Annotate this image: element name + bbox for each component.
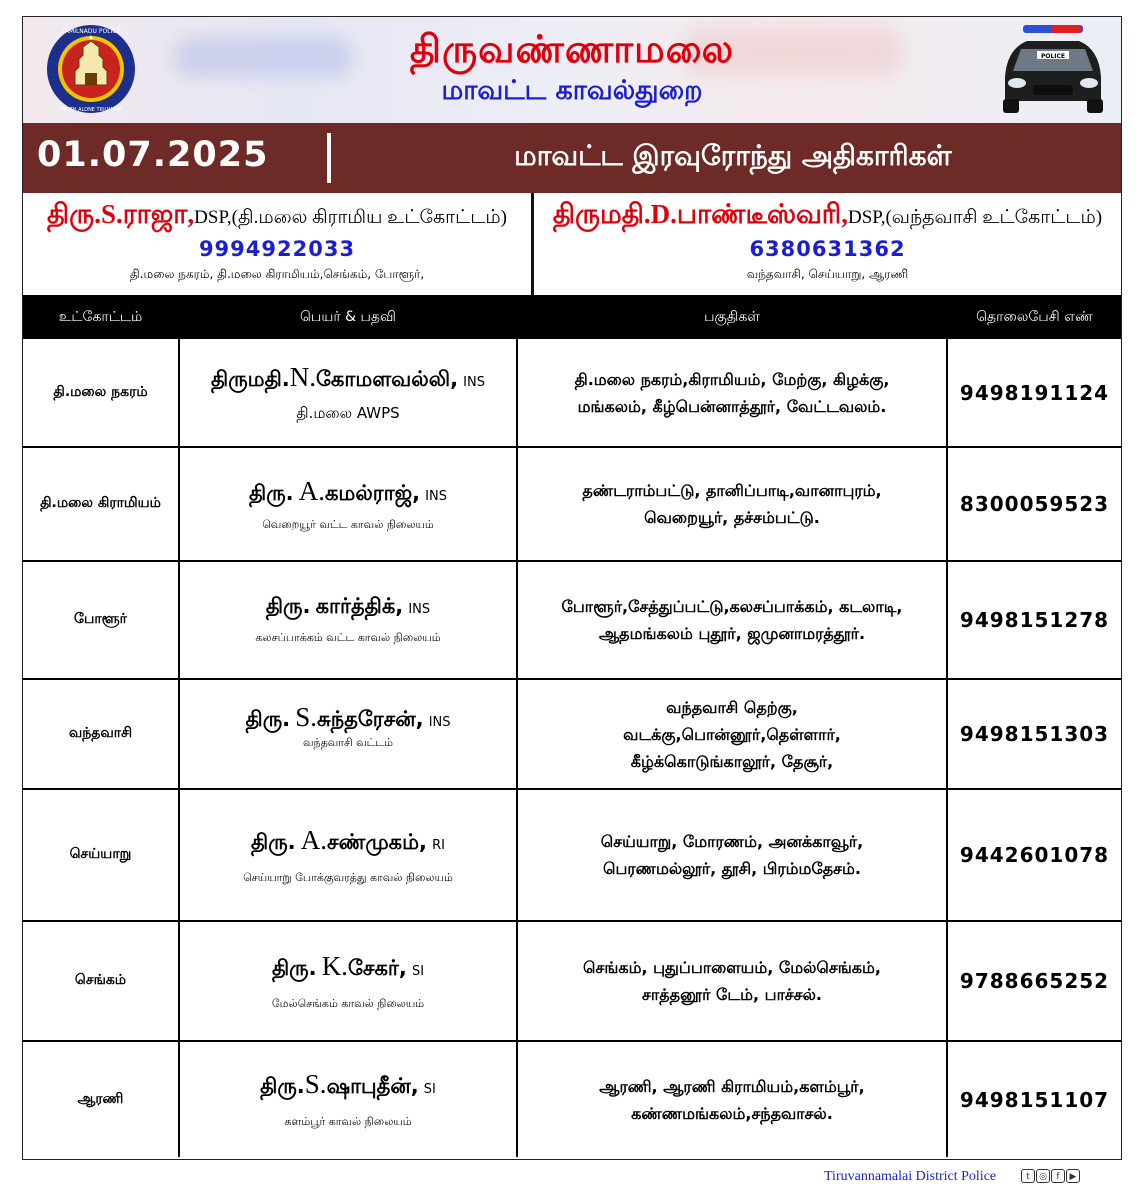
dsp-areas: வந்தவாசி, செய்யாறு, ஆரணி — [746, 267, 909, 281]
officer-cell — [180, 562, 516, 678]
officer-station: தி.மலை AWPS — [296, 404, 400, 422]
areas-cell: தண்டராம்பட்டு, தானிப்பாடி,வானாபுரம், வெறையூர், தச்சம்பட்டு. — [582, 481, 882, 527]
svg-text:TRUTH ALONE TRIUMPHS: TRUTH ALONE TRIUMPHS — [59, 107, 123, 113]
officer-name: திரு. A.கமல்ராஜ், INS — [249, 475, 447, 506]
svg-text:TAMILNADU POLICE: TAMILNADU POLICE — [61, 28, 121, 35]
officer-cell — [180, 790, 516, 920]
subdivision-cell: செங்கம் — [74, 972, 127, 988]
officer-table — [23, 339, 1121, 1157]
officer-name: திரு.S.ஷாபுதீன், SI — [260, 1069, 436, 1099]
areas-cell: தி.மலை நகரம்,கிராமியம், மேற்கு, கிழக்கு, மங்கலம், கீழ்பென்னாத்தூர், வேட்டவலம். — [574, 370, 890, 416]
youtube-icon[interactable]: ▶ — [1066, 1169, 1080, 1183]
officer-station: வெறையூர் வட்ட காவல் நிலையம் — [262, 517, 434, 531]
column-header-areas: பகுதிகள் — [704, 309, 760, 325]
table-row — [23, 562, 1121, 678]
officer-name: திருமதி.N.கோமளவல்லி, INS — [211, 362, 485, 392]
banner-heading: மாவட்ட இரவுரோந்து அதிகாரிகள் — [514, 139, 952, 172]
officer-station: வந்தவாசி வட்டம் — [302, 736, 394, 749]
footer-credit: Tiruvannamalai District Police — [824, 1169, 997, 1184]
dsp-card-1 — [23, 197, 531, 297]
dsp-phone: 6380631362 — [749, 237, 906, 261]
table-row — [23, 680, 1121, 788]
phone-cell: 9788665252 — [959, 969, 1110, 993]
dsp-card-2 — [534, 197, 1121, 297]
subdivision-cell: தி.மலை நகரம் — [53, 384, 148, 400]
district-title: திருவண்ணாமலை — [409, 27, 735, 71]
subdivision-cell: செய்யாறு — [69, 846, 132, 862]
officer-cell — [180, 339, 516, 447]
svg-text:POLICE: POLICE — [1040, 53, 1066, 60]
officer-station: கலசப்பாக்கம் வட்ட காவல் நிலையம் — [255, 631, 441, 644]
subdivision-cell: தி.மலை கிராமியம் — [40, 495, 161, 511]
table-row — [23, 790, 1121, 920]
officer-cell — [180, 448, 516, 560]
header — [23, 17, 1121, 123]
column-header-phone: தொலைபேசி எண் — [976, 309, 1093, 325]
table-row — [23, 448, 1121, 560]
subdivision-cell: போளூர் — [74, 611, 127, 627]
column-header-name: பெயர் & பதவி — [300, 309, 396, 325]
roster-date: 01.07.2025 — [37, 135, 269, 175]
dsp-name: திருமதி.D.பாண்டீஸ்வரி,DSP,(வந்தவாசி உட்கோட்டம்) — [552, 199, 1103, 229]
areas-cell: வந்தவாசி தெற்கு, வடக்கு,பொன்னூர்,தெள்ளார், கீழ்க்கொடுங்காலூர், தேசூர், — [623, 697, 841, 771]
phone-cell: 9498151107 — [959, 1087, 1110, 1112]
column-header-subdivision: உட்கோட்டம் — [58, 309, 143, 325]
officer-name: திரு. S.சுந்தரேசன், INS — [245, 702, 451, 732]
officer-name: திரு. K.சேகர், SI — [271, 950, 425, 981]
subdivision-cell: வந்தவாசி — [68, 725, 133, 741]
officer-name: திரு. கார்த்திக், INS — [265, 594, 431, 618]
officer-station: செய்யாறு போக்குவரத்து காவல் நிலையம் — [243, 870, 453, 884]
dsp-areas: தி.மலை நகரம், தி.மலை கிராமியம்,செங்கம், போளூர், — [129, 267, 425, 281]
areas-cell: போளூர்,சேத்துப்பட்டு,கலசப்பாக்கம், கடலாடி, ஆதமங்கலம் புதூர், ஜமுனாமரத்தூர். — [561, 597, 903, 643]
table-row — [23, 922, 1121, 1040]
dsp-phone: 9994922033 — [198, 237, 356, 261]
table-header — [23, 295, 1121, 339]
police-car-icon — [993, 19, 1113, 119]
areas-cell: செய்யாறு, மோரணம், அனக்காவூர், பெரணமல்லூர், தூசி, பிரம்மதேசம். — [600, 832, 864, 878]
phone-cell: 9498151278 — [959, 608, 1110, 632]
dsp-name: திரு.S.ராஜா,DSP,(தி.மலை கிராமிய உட்கோட்டம்) — [47, 199, 507, 229]
department-subtitle: மாவட்ட காவல்துறை — [441, 75, 703, 106]
areas-cell: செங்கம், புதுப்பாளையம், மேல்செங்கம், சாத்தனூர் டேம், பாச்சல். — [583, 958, 881, 1004]
phone-cell: 8300059523 — [959, 492, 1110, 516]
twitter-icon[interactable]: t — [1021, 1169, 1035, 1183]
officer-cell — [180, 922, 516, 1040]
banner-separator — [327, 133, 331, 183]
officer-name: திரு. A.சண்முகம், RI — [251, 824, 445, 855]
phone-cell: 9498151303 — [959, 722, 1110, 746]
instagram-icon[interactable]: ◎ — [1036, 1169, 1050, 1183]
poster — [22, 16, 1122, 1160]
officer-station: மேல்செங்கம் காவல் நிலையம் — [271, 996, 425, 1010]
officer-station: களம்பூர் காவல் நிலையம் — [284, 1115, 412, 1128]
date-banner — [23, 123, 1121, 193]
table-row — [23, 339, 1121, 447]
facebook-icon[interactable]: f — [1051, 1169, 1065, 1183]
phone-cell: 9442601078 — [959, 843, 1110, 867]
phone-cell: 9498191124 — [959, 381, 1110, 405]
officer-cell — [180, 1042, 516, 1157]
officer-cell — [180, 680, 516, 788]
table-row — [23, 1042, 1121, 1157]
areas-cell: ஆரணி, ஆரணி கிராமியம்,களம்பூர், கண்ணமங்கலம்,சந்தவாசல். — [599, 1076, 865, 1123]
subdivision-cell: ஆரணி — [77, 1090, 124, 1107]
